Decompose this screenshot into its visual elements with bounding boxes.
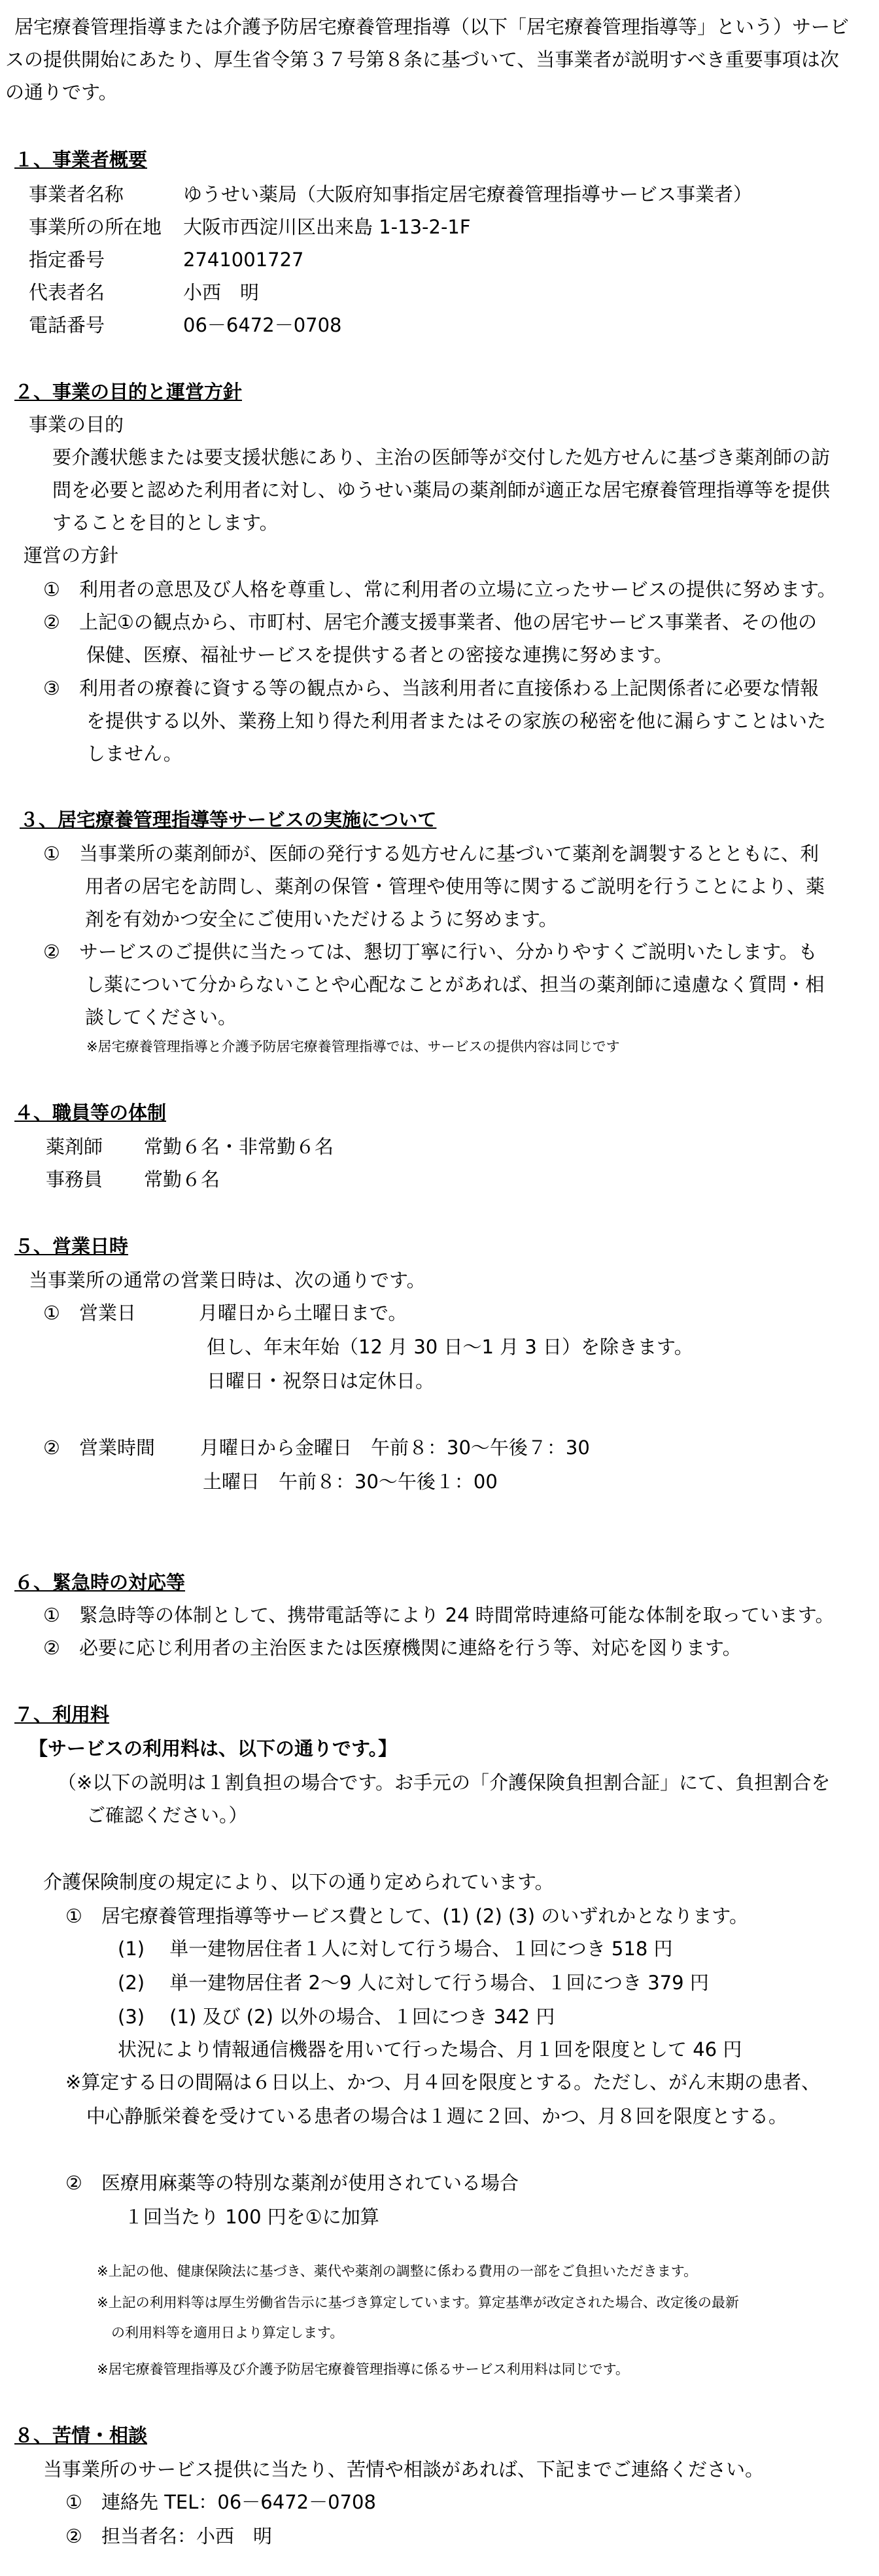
s7-fee-1-3: (3) (1) 及び (2) 以外の場合、１回につき 342 円 bbox=[118, 2006, 555, 2028]
s7-note-1b: ご確認ください。） bbox=[86, 1804, 248, 1826]
section-7-heading: ７、利用料 bbox=[14, 1703, 110, 1726]
s7-fee-1: ① 居宅療養管理指導等サービス費として、(1) (2) (3) のいずれかとなります。 bbox=[65, 1905, 748, 1927]
s3-item-2a: ② サービスのご提供に当たっては、懇切丁寧に行い、分かりやすくご説明いたします。も bbox=[43, 941, 818, 963]
s5-days-label: ① 営業日 bbox=[43, 1302, 136, 1324]
s1-value-4: 小西 明 bbox=[183, 281, 260, 304]
s2-purpose-line-1: 要介護状態または要支援状態にあり、主治の医師等が交付した処方せんに基づき薬剤師の訪 bbox=[52, 446, 831, 468]
s2-policy-title: 運営の方針 bbox=[24, 544, 119, 566]
s1-label-1: 事業者名称 bbox=[29, 183, 124, 205]
s8-contact-tel: ① 連絡先 TEL：06－6472－0708 bbox=[65, 2491, 376, 2513]
s5-lead: 当事業所の通常の営業日時は、次の通りです。 bbox=[29, 1269, 426, 1291]
s7-fee-1-5a: ※算定する日の間隔は６日以上、かつ、月４回を限度とする。ただし、がん末期の患者、 bbox=[65, 2071, 821, 2093]
s1-value-3: 2741001727 bbox=[183, 249, 304, 271]
s4-label-2: 事務員 bbox=[46, 1168, 103, 1191]
s2-purpose-line-2: 問を必要と認めた利用者に対し、ゆうせい薬局の薬剤師が適正な居宅療養管理指導等を提供 bbox=[52, 479, 831, 501]
section-2-heading: ２、事業の目的と運営方針 bbox=[14, 381, 243, 403]
s7-fee-2: ② 医療用麻薬等の特別な薬剤が使用されている場合 bbox=[65, 2172, 519, 2194]
s1-label-3: 指定番号 bbox=[29, 249, 105, 271]
s1-label-2: 事業所の所在地 bbox=[29, 216, 162, 238]
s2-policy-3a: ③ 利用者の療養に資する等の観点から、当該利用者に直接係わる上記関係者に必要な情報 bbox=[43, 677, 819, 699]
section-6-heading: ６、緊急時の対応等 bbox=[14, 1571, 186, 1593]
s2-purpose-line-3: することを目的とします。 bbox=[52, 512, 279, 534]
intro-line-3: の通りです。 bbox=[5, 81, 118, 103]
s4-value-2: 常勤６名 bbox=[144, 1168, 220, 1191]
s3-note: ※居宅療養管理指導と介護予防居宅療養管理指導では、サービスの提供内容は同じです bbox=[86, 1039, 620, 1054]
s3-item-1b: 用者の居宅を訪問し、薬剤の保管・管理や使用等に関するご説明を行うことにより、薬 bbox=[85, 875, 825, 897]
s5-days-3: 日曜日・祝祭日は定休日。 bbox=[207, 1370, 435, 1392]
s1-label-5: 電話番号 bbox=[29, 314, 105, 336]
s1-value-1: ゆうせい薬局（大阪府知事指定居宅療養管理指導サービス事業者） bbox=[183, 183, 753, 205]
intro-line-2: スの提供開始にあたり、厚生省令第３７号第８条に基づいて、当事業者が説明すべき重要事項は次 bbox=[5, 48, 839, 71]
section-1-heading: １、事業者概要 bbox=[14, 148, 148, 171]
s7-fee-1-4: 状況により情報通信機器を用いて行った場合、月１回を限度として 46 円 bbox=[118, 2038, 742, 2061]
s1-value-5: 06－6472－0708 bbox=[183, 314, 342, 336]
section-4-heading: ４、職員等の体制 bbox=[14, 1102, 167, 1124]
s3-item-1a: ① 当事業所の薬剤師が、医師の発行する処方せんに基づいて薬剤を調製するとともに、利 bbox=[43, 843, 819, 865]
s7-subheading: 【サービスの利用料は、以下の通りです。】 bbox=[29, 1737, 398, 1760]
s5-hours-label: ② 営業時間 bbox=[43, 1436, 155, 1459]
s6-line-1: ① 緊急時等の体制として、携帯電話等により 24 時間常時連絡可能な体制を取っています。 bbox=[43, 1604, 835, 1626]
s5-days-1: 月曜日から土曜日まで。 bbox=[199, 1302, 407, 1324]
s7-footnote-2b: の利用料等を適用日より算定します。 bbox=[111, 2325, 344, 2341]
s3-item-2b: し薬について分からないことや心配なことがあれば、担当の薬剤師に遠慮なく質問・相 bbox=[85, 973, 825, 996]
s5-hours-2: 土曜日 午前８：30～午後１：00 bbox=[203, 1471, 498, 1493]
s2-policy-3c: しません。 bbox=[86, 742, 182, 765]
s7-rule: 介護保険制度の規定により、以下の通り定められています。 bbox=[43, 1871, 554, 1893]
s2-policy-2b: 保健、医療、福祉サービスを提供する者との密接な連携に努めます。 bbox=[86, 644, 673, 666]
section-3-heading: ３、居宅療養管理指導等サービスの実施について bbox=[20, 809, 437, 831]
s7-fee-1-2: (2) 単一建物居住者 2～9 人に対して行う場合、１回につき 379 円 bbox=[118, 1972, 709, 1994]
section-8-heading: ８、苦情・相談 bbox=[14, 2424, 148, 2446]
s8-contact-person: ② 担当者名：小西 明 bbox=[65, 2525, 272, 2547]
s7-fee-1-5b: 中心静脈栄養を受けている患者の場合は１週に２回、かつ、月８回を限度とする。 bbox=[86, 2105, 787, 2127]
s7-fee-2-1: １回当たり 100 円を①に加算 bbox=[124, 2206, 379, 2228]
s5-hours-1: 月曜日から金曜日 午前８：30～午後７：30 bbox=[200, 1436, 590, 1459]
s6-line-2: ② 必要に応じ利用者の主治医または医療機関に連絡を行う等、対応を図ります。 bbox=[43, 1637, 742, 1659]
s7-note-1a: （※以下の説明は１割負担の場合です。お手元の「介護保険負担割合証」にて、負担割合を bbox=[58, 1771, 831, 1794]
s8-lead: 当事業所のサービス提供に当たり、苦情や相談があれば、下記までご連絡ください。 bbox=[43, 2458, 765, 2480]
s2-policy-2a: ② 上記①の観点から、市町村、居宅介護支援事業者、他の居宅サービス事業者、その他の bbox=[43, 611, 817, 633]
s7-footnote-3: ※居宅療養管理指導及び介護予防居宅療養管理指導に係るサービス利用料は同じです。 bbox=[97, 2361, 629, 2377]
s2-policy-1: ① 利用者の意思及び人格を尊重し、常に利用者の立場に立ったサービスの提供に努めます。 bbox=[43, 578, 836, 600]
s1-label-4: 代表者名 bbox=[29, 281, 105, 304]
section-5-heading: ５、営業日時 bbox=[14, 1235, 129, 1257]
s7-footnote-2a: ※上記の利用料等は厚生労働省告示に基づき算定しています。算定基準が改定された場合、改定後の最新 bbox=[97, 2295, 739, 2310]
s3-item-1c: 剤を有効かつ安全にご使用いただけるように努めます。 bbox=[85, 908, 558, 930]
s7-fee-1-1: (1) 単一建物居住者１人に対して行う場合、１回につき 518 円 bbox=[118, 1938, 673, 1960]
s1-value-2: 大阪市西淀川区出来島 1-13-2-1F bbox=[183, 216, 471, 238]
intro-line-1: 居宅療養管理指導または介護予防居宅療養管理指導（以下「居宅療養管理指導等」という）サービ bbox=[14, 16, 850, 38]
s4-value-1: 常勤６名・非常勤６名 bbox=[144, 1136, 334, 1158]
s7-footnote-1: ※上記の他、健康保険法に基づき、薬代や薬剤の調整に係わる費用の一部をご負担いただきます。 bbox=[97, 2263, 698, 2279]
s5-days-2: 但し、年末年始（12 月 30 日～1 月 3 日）を除きます。 bbox=[207, 1336, 693, 1358]
s3-item-2c: 談してください。 bbox=[85, 1006, 237, 1028]
s4-label-1: 薬剤師 bbox=[46, 1136, 103, 1158]
s2-purpose-title: 事業の目的 bbox=[29, 413, 124, 436]
s2-policy-3b: を提供する以外、業務上知り得た利用者またはその家族の秘密を他に漏らすことはいた bbox=[86, 710, 827, 732]
